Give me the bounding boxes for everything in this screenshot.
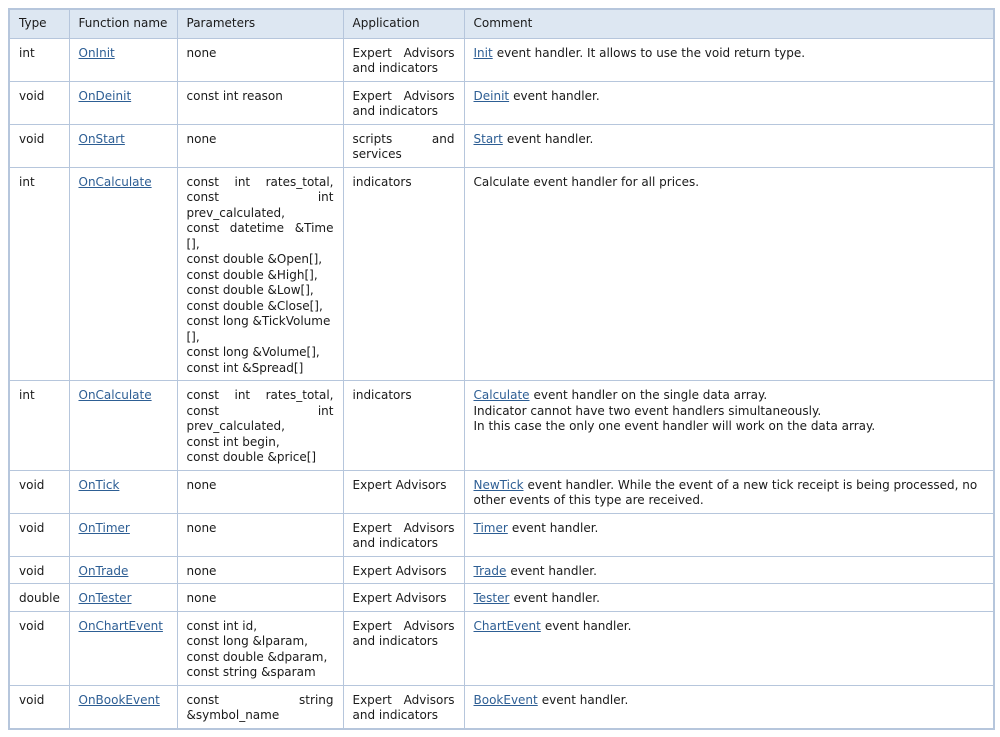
parameter-line: const long &TickVolume [], <box>186 314 331 344</box>
cell-application: indicators <box>343 167 464 381</box>
function-link[interactable]: OnInit <box>78 45 115 60</box>
function-link[interactable]: OnChartEvent <box>78 618 163 633</box>
cell-function <box>69 556 177 584</box>
parameter-line: none <box>186 131 217 146</box>
parameter-line: none <box>186 520 217 535</box>
header-application: Application <box>343 9 464 38</box>
comment-link[interactable]: Calculate <box>473 388 530 402</box>
cell-function <box>69 584 177 612</box>
parameter-line: const datetime &Time [], <box>186 221 334 251</box>
parameter-line: const double &dparam, <box>186 649 328 664</box>
parameter-line: none <box>186 477 217 492</box>
cell-type: void <box>9 470 69 513</box>
header-type: Type <box>9 9 69 38</box>
cell-application: Expert Advisors <box>343 556 464 584</box>
function-link[interactable]: OnTester <box>78 591 132 605</box>
cell-type: void <box>9 556 69 584</box>
parameter-line: const string &symbol_name <box>186 692 334 722</box>
cell-function <box>69 124 177 167</box>
cell-parameters <box>177 381 343 471</box>
table-row <box>9 167 994 381</box>
cell-type: double <box>9 584 69 612</box>
parameter-line: const int begin, <box>186 434 280 449</box>
cell-comment <box>464 38 994 81</box>
cell-type: void <box>9 611 69 685</box>
cell-application: Expert Advisors and indicators <box>343 513 464 556</box>
table-row <box>9 556 994 584</box>
cell-application: Expert Advisors and indicators <box>343 81 464 124</box>
cell-comment <box>464 513 994 556</box>
cell-comment <box>464 556 994 584</box>
cell-comment <box>464 81 994 124</box>
header-parameters: Parameters <box>177 9 343 38</box>
comment-text: event handler. <box>513 591 600 605</box>
table-row <box>9 81 994 124</box>
cell-function <box>69 167 177 381</box>
cell-application: Expert Advisors <box>343 584 464 612</box>
table-header-row <box>9 9 994 38</box>
cell-type: void <box>9 685 69 729</box>
function-link[interactable]: OnTimer <box>78 520 130 535</box>
cell-parameters <box>177 81 343 124</box>
table-row <box>9 513 994 556</box>
cell-type: int <box>9 381 69 471</box>
parameter-line: const int rates_total, const int prev_calculated, <box>186 174 334 220</box>
comment-text: Indicator cannot have two event handlers simultaneously. <box>473 403 822 418</box>
parameter-line: const int reason <box>186 88 283 103</box>
parameter-line: const int id, <box>186 618 258 633</box>
function-link[interactable]: OnStart <box>78 131 125 146</box>
cell-function <box>69 38 177 81</box>
comment-link[interactable]: Trade <box>473 563 507 578</box>
cell-comment <box>464 470 994 513</box>
table-body <box>9 38 994 729</box>
comment-text: event handler. <box>510 563 597 578</box>
comment-text: event handler on the single data array. <box>533 388 768 402</box>
comment-line <box>474 388 985 404</box>
parameter-line: const long &Volume[], <box>186 345 320 359</box>
cell-comment <box>464 381 994 471</box>
comment-link[interactable]: Start <box>473 131 503 146</box>
header-function-name: Function name <box>69 9 177 38</box>
cell-application: indicators <box>343 381 464 471</box>
cell-application: Expert Advisors and indicators <box>343 611 464 685</box>
comment-text: event handler. It allows to use the void return type. <box>496 45 806 60</box>
comment-text: Calculate event handler for all prices. <box>473 174 700 189</box>
parameter-line: const double &price[] <box>186 450 317 464</box>
parameter-line: const string &sparam <box>186 665 316 679</box>
function-link[interactable]: OnTick <box>78 477 120 492</box>
comment-link[interactable]: BookEvent <box>473 692 538 707</box>
parameter-line: const long &lparam, <box>186 634 308 648</box>
cell-function <box>69 611 177 685</box>
cell-function <box>69 381 177 471</box>
table-row <box>9 38 994 81</box>
cell-parameters <box>177 38 343 81</box>
cell-parameters <box>177 685 343 729</box>
cell-type: int <box>9 167 69 381</box>
cell-type: int <box>9 38 69 81</box>
function-link[interactable]: OnCalculate <box>78 388 152 402</box>
cell-comment <box>464 611 994 685</box>
cell-application: scripts and services <box>343 124 464 167</box>
comment-text: event handler. <box>544 618 632 633</box>
cell-function <box>69 81 177 124</box>
comment-link[interactable]: Init <box>473 45 493 60</box>
cell-type: void <box>9 513 69 556</box>
function-link[interactable]: OnBookEvent <box>78 692 160 707</box>
cell-function <box>69 513 177 556</box>
table-row <box>9 685 994 729</box>
cell-parameters <box>177 584 343 612</box>
comment-text: event handler. <box>513 88 600 103</box>
table-row <box>9 124 994 167</box>
comment-text: event handler. <box>541 692 629 707</box>
comment-text: In this case the only one event handler will work on the data array. <box>473 419 876 433</box>
cell-function <box>69 685 177 729</box>
parameter-line: const double &Open[], <box>186 252 323 266</box>
parameter-line: none <box>186 45 217 60</box>
table-row <box>9 611 994 685</box>
cell-function <box>69 470 177 513</box>
function-link[interactable]: OnCalculate <box>78 174 152 189</box>
cell-parameters <box>177 470 343 513</box>
cell-comment <box>464 124 994 167</box>
event-handlers-table <box>8 8 995 730</box>
parameter-line: const double &Close[], <box>186 298 323 313</box>
parameter-line: const int rates_total, const int prev_calculated, <box>186 388 334 433</box>
cell-parameters <box>177 556 343 584</box>
header-comment: Comment <box>464 9 994 38</box>
comment-link[interactable]: Deinit <box>473 88 510 103</box>
cell-parameters <box>177 513 343 556</box>
table-row <box>9 381 994 471</box>
cell-application: Expert Advisors <box>343 470 464 513</box>
cell-parameters <box>177 611 343 685</box>
cell-comment <box>464 584 994 612</box>
comment-text: event handler. <box>506 131 594 146</box>
comment-link[interactable]: Timer <box>473 520 508 535</box>
comment-text: event handler. While the event of a new tick receipt is being processed, no other events of this type are received. <box>473 477 978 507</box>
cell-comment <box>464 167 994 381</box>
function-link[interactable]: OnDeinit <box>78 88 132 103</box>
table-row <box>9 470 994 513</box>
parameter-line: const double &High[], <box>186 267 318 282</box>
parameter-line: none <box>186 563 217 578</box>
comment-text: event handler. <box>511 520 599 535</box>
table-row <box>9 584 994 612</box>
function-link[interactable]: OnTrade <box>78 563 129 578</box>
cell-application: Expert Advisors and indicators <box>343 685 464 729</box>
comment-link[interactable]: NewTick <box>473 477 524 492</box>
cell-type: void <box>9 81 69 124</box>
parameter-line: const double &Low[], <box>186 283 314 297</box>
cell-parameters <box>177 124 343 167</box>
comment-link[interactable]: ChartEvent <box>473 618 541 633</box>
cell-application: Expert Advisors and indicators <box>343 38 464 81</box>
comment-link[interactable]: Tester <box>473 591 510 605</box>
parameter-line: none <box>186 591 217 605</box>
cell-type: void <box>9 124 69 167</box>
cell-comment <box>464 685 994 729</box>
cell-parameters <box>177 167 343 381</box>
parameter-line: const int &Spread[] <box>186 360 304 375</box>
